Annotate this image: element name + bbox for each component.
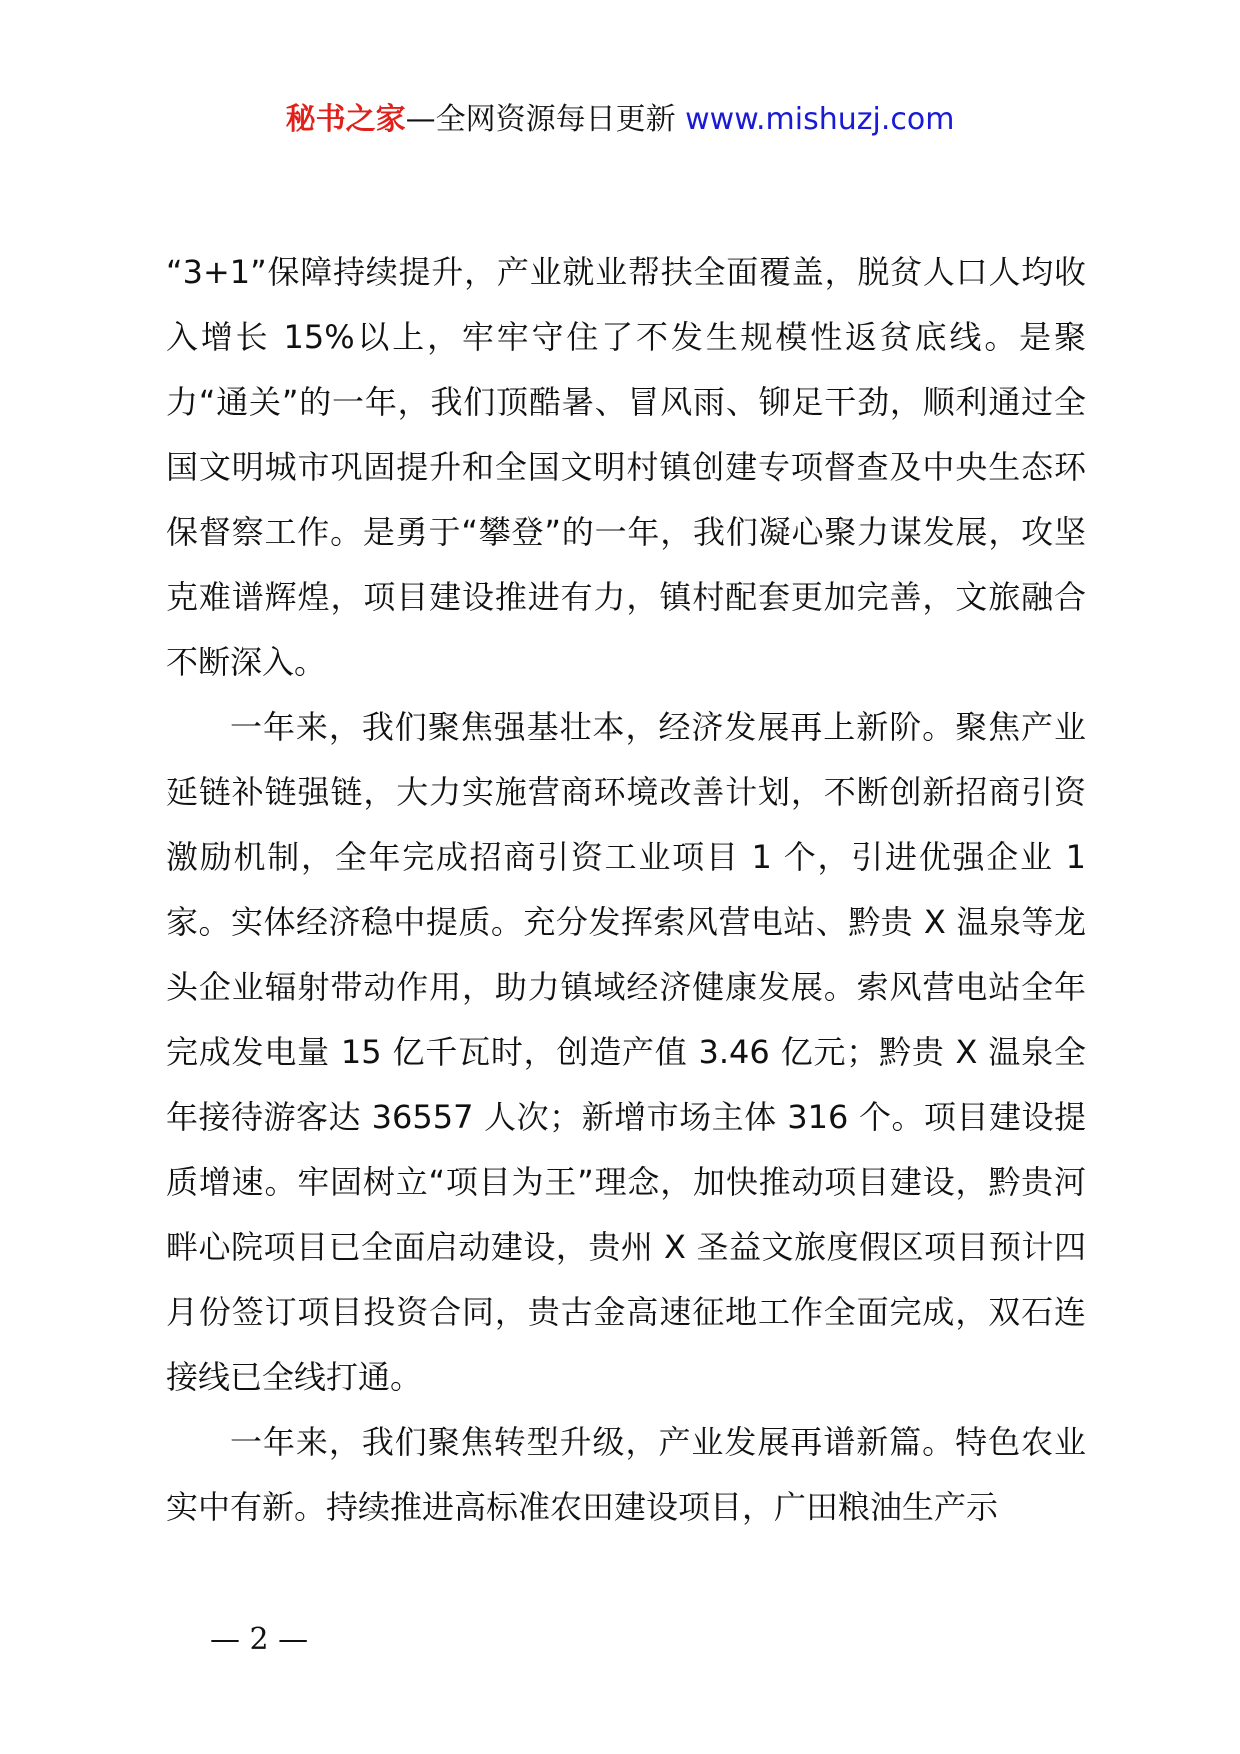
header-slogan: —全网资源每日更新 (405, 102, 686, 137)
paragraph-3: 一年来，我们聚焦转型升级，产业发展再谱新篇。特色农业实中有新。持续推进高标准农田建设项目，广田粮油生产示 (166, 1423, 1086, 1526)
document-body (166, 240, 1086, 1540)
brand-name: 秘书之家 (285, 102, 406, 137)
paragraph-2: 一年来，我们聚焦强基壮本，经济发展再上新阶。聚焦产业延链补链强链，大力实施营商环境改善计划，不断创新招商引资激励机制，全年完成招商引资工业项目 1 个，引进优强企业 1 家。实体经济稳中提质。充分发挥索风营电站、黔贵 X 温泉等龙头企业辐射带动作用，助力镇域经济健康发展。索风营电站全年完成发电量 15 亿千瓦时，创造产值 3.46 亿元；黔贵 X 温泉全年接待游客达 36557 人次；新增市场主体 316 个。项目建设提质增速。牢固树立“项目为王”理念，加快推动项目建设，黔贵河畔心院项目已全面启动建设，贵州 X 圣益文旅度假区项目预计四月份签订项目投资合同，贵古金高速征地工作全面完成，双石连接线已全线打通。 (166, 708, 1086, 1396)
page-number: — 2 — (210, 1622, 309, 1657)
paragraph-1: “3+1”保障持续提升，产业就业帮扶全面覆盖，脱贫人口人均收入增长 15%以上，牢牢守住了不发生规模性返贫底线。是聚力“通关”的一年，我们顶酷暑、冒风雨、铆足干劲，顺利通过全国文明城市巩固提升和全国文明村镇创建专项督查及中央生态环保督察工作。是勇于“攀登”的一年，我们凝心聚力谋发展，攻坚克难谱辉煌，项目建设推进有力，镇村配套更加完善，文旅融合不断深入。 (166, 253, 1086, 681)
site-header (0, 100, 1240, 140)
site-url-link[interactable]: www.mishuzj.com (685, 102, 955, 137)
